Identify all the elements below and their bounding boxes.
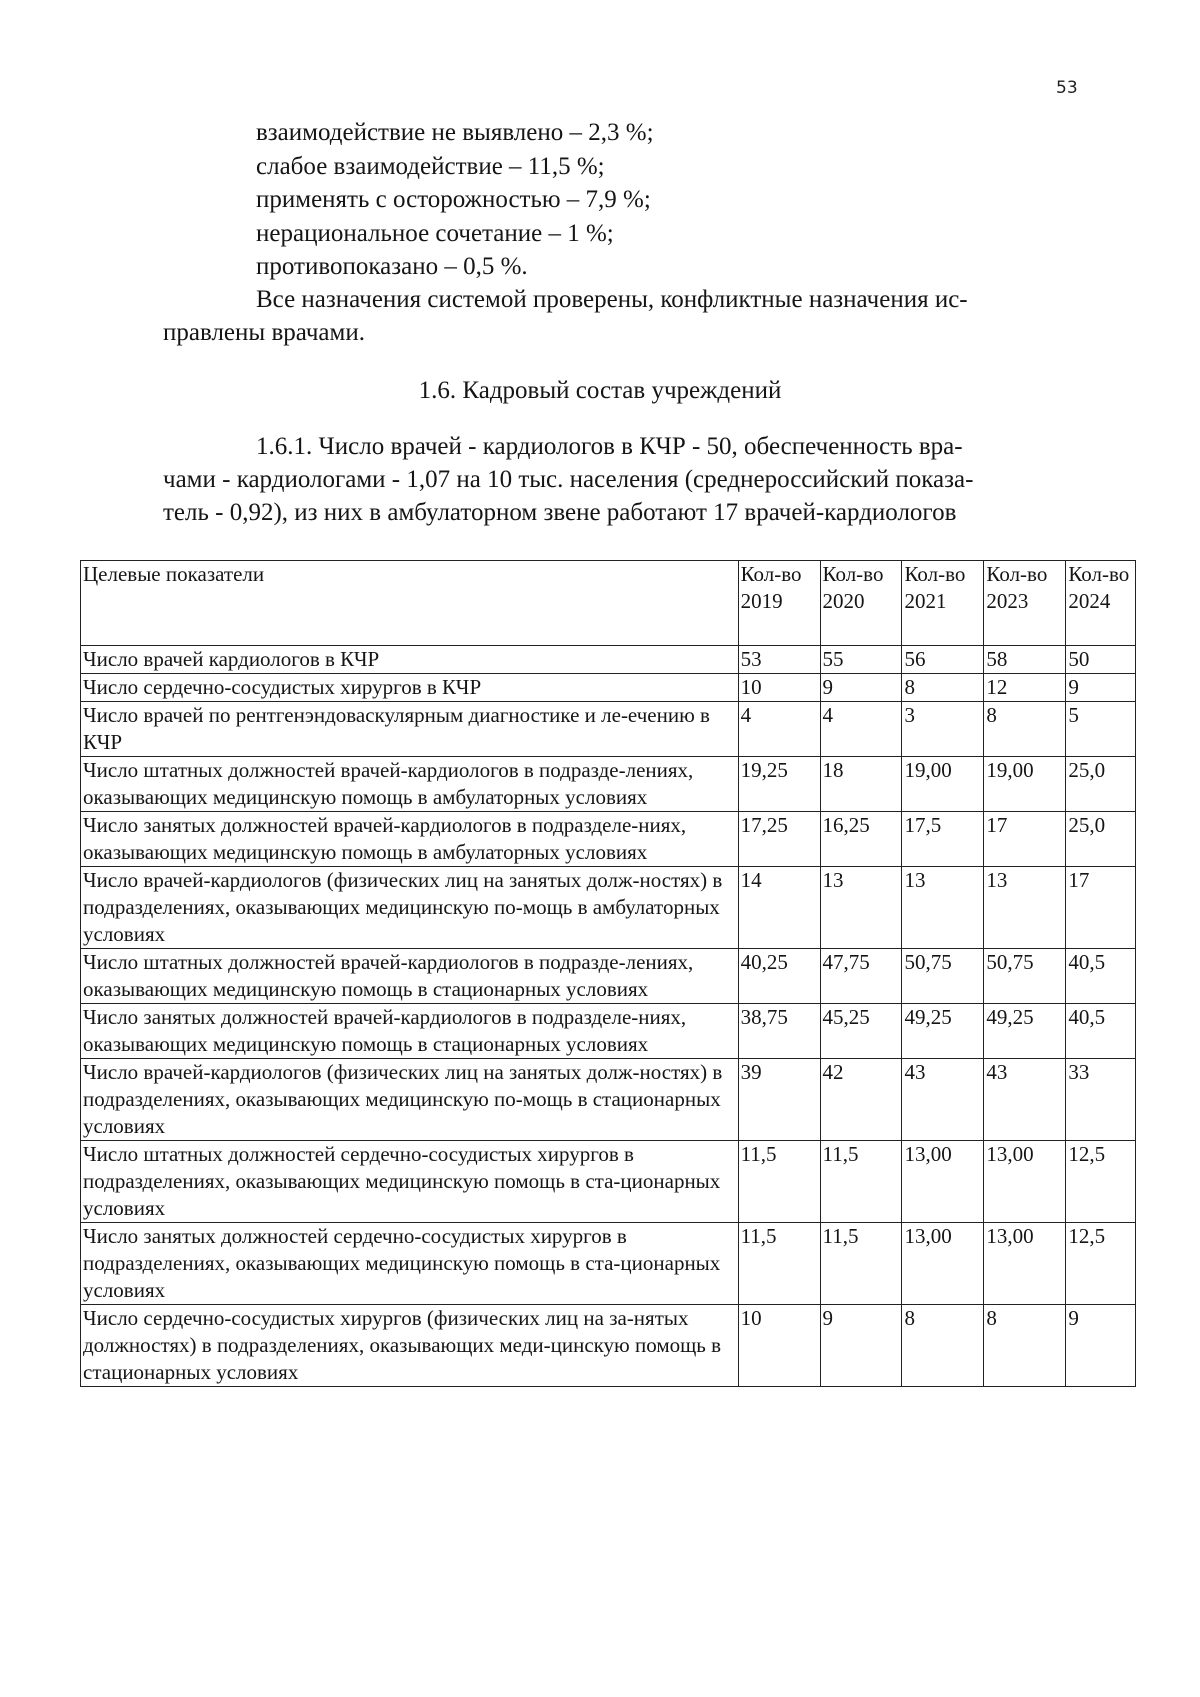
table-row <box>81 812 1136 867</box>
indicator-cell: Число штатных должностей сердечно-сосудистых хирургов в подразделениях, оказывающих медицинскую помощь в ста-ционарных условиях <box>81 1141 739 1223</box>
indicator-cell: Число врачей по рентгенэндоваскулярным диагностике и ле-ечению в КЧР <box>81 702 739 757</box>
paragraph-line: 1.6.1. Число врачей - кардиологов в КЧР - 50, обеспеченность вра- <box>256 433 963 460</box>
table-row <box>81 867 1136 949</box>
staff-paragraph <box>163 430 1083 529</box>
value-2020-cell: 16,25 <box>820 812 902 867</box>
value-2019-cell: 4 <box>738 702 820 757</box>
table-row <box>81 757 1136 812</box>
header-2023: Кол-во 2023 <box>984 561 1066 646</box>
value-2020-cell: 42 <box>820 1059 902 1141</box>
value-2023-cell: 17 <box>984 812 1066 867</box>
value-2020-cell: 18 <box>820 757 902 812</box>
value-2023-cell: 12 <box>984 674 1066 702</box>
list-item: взаимодействие не выявлено – 2,3 %; <box>256 119 654 146</box>
value-2024-cell: 25,0 <box>1066 812 1136 867</box>
value-2020-cell: 4 <box>820 702 902 757</box>
list-item: применять с осторожностью – 7,9 %; <box>256 186 651 213</box>
list-item: слабое взаимодействие – 11,5 %; <box>256 152 605 180</box>
indicator-cell: Число занятых должностей врачей-кардиологов в подразделе-ниях, оказывающих медицинскую помощь в амбулаторных условиях <box>81 812 739 867</box>
value-2019-cell: 10 <box>738 674 820 702</box>
value-2023-cell: 8 <box>984 1305 1066 1387</box>
value-2020-cell: 9 <box>820 1305 902 1387</box>
value-2024-cell: 9 <box>1066 674 1136 702</box>
table-body <box>81 646 1136 1387</box>
value-2020-cell: 13 <box>820 867 902 949</box>
indicator-cell: Число врачей-кардиологов (физических лиц на занятых долж-ностях) в подразделениях, оказывающих медицинскую по-мощь в амбулаторных условиях <box>81 867 739 949</box>
indicator-cell: Число сердечно-сосудистых хирургов (физических лиц на за-нятых должностях) в подразделениях, оказывающих меди-цинскую помощь в стационарных условиях <box>81 1305 739 1387</box>
value-2019-cell: 17,25 <box>738 812 820 867</box>
check-paragraph <box>163 283 1083 349</box>
value-2024-cell: 50 <box>1066 646 1136 674</box>
value-2019-cell: 11,5 <box>738 1141 820 1223</box>
interaction-stats-list <box>256 116 654 284</box>
indicator-cell: Число штатных должностей врачей-кардиологов в подразде-лениях, оказывающих медицинскую помощь в амбулаторных условиях <box>81 757 739 812</box>
value-2019-cell: 38,75 <box>738 1004 820 1059</box>
value-2024-cell: 5 <box>1066 702 1136 757</box>
value-2021-cell: 3 <box>902 702 984 757</box>
value-2024-cell: 25,0 <box>1066 757 1136 812</box>
value-2023-cell: 19,00 <box>984 757 1066 812</box>
value-2021-cell: 13 <box>902 867 984 949</box>
indicator-cell: Число сердечно-сосудистых хирургов в КЧР <box>81 674 739 702</box>
value-2019-cell: 10 <box>738 1305 820 1387</box>
value-2023-cell: 43 <box>984 1059 1066 1141</box>
value-2024-cell: 40,5 <box>1066 949 1136 1004</box>
value-2024-cell: 17 <box>1066 867 1136 949</box>
value-2023-cell: 49,25 <box>984 1004 1066 1059</box>
value-2019-cell: 14 <box>738 867 820 949</box>
indicator-cell: Число врачей-кардиологов (физических лиц на занятых долж-ностях) в подразделениях, оказывающих медицинскую по-мощь в стационарных условиях <box>81 1059 739 1141</box>
indicator-cell: Число штатных должностей врачей-кардиологов в подразде-лениях, оказывающих медицинскую помощь в стационарных условиях <box>81 949 739 1004</box>
value-2024-cell: 40,5 <box>1066 1004 1136 1059</box>
value-2021-cell: 13,00 <box>902 1223 984 1305</box>
table-row <box>81 1141 1136 1223</box>
value-2023-cell: 8 <box>984 702 1066 757</box>
table-row <box>81 646 1136 674</box>
page-number: 53 <box>1056 78 1078 98</box>
paragraph-line: правлены врачами. <box>163 319 365 346</box>
header-indicator: Целевые показатели <box>81 561 739 646</box>
header-2019: Кол-во 2019 <box>738 561 820 646</box>
value-2020-cell: 11,5 <box>820 1141 902 1223</box>
value-2023-cell: 13,00 <box>984 1141 1066 1223</box>
value-2020-cell: 55 <box>820 646 902 674</box>
header-2024: Кол-во 2024 <box>1066 561 1136 646</box>
table-row <box>81 1059 1136 1141</box>
value-2020-cell: 11,5 <box>820 1223 902 1305</box>
value-2019-cell: 19,25 <box>738 757 820 812</box>
table-row <box>81 1223 1136 1305</box>
value-2021-cell: 13,00 <box>902 1141 984 1223</box>
table-row <box>81 674 1136 702</box>
value-2020-cell: 45,25 <box>820 1004 902 1059</box>
staffing-table <box>80 560 1136 1387</box>
value-2021-cell: 43 <box>902 1059 984 1141</box>
value-2023-cell: 13 <box>984 867 1066 949</box>
indicator-cell: Число занятых должностей врачей-кардиологов в подразделе-ниях, оказывающих медицинскую помощь в стационарных условиях <box>81 1004 739 1059</box>
value-2021-cell: 8 <box>902 1305 984 1387</box>
value-2021-cell: 8 <box>902 674 984 702</box>
list-item: противопоказано – 0,5 %. <box>256 253 528 280</box>
table-row <box>81 949 1136 1004</box>
list-item: нерациональное сочетание – 1 %; <box>256 219 614 247</box>
table-row <box>81 1305 1136 1387</box>
value-2019-cell: 11,5 <box>738 1223 820 1305</box>
value-2023-cell: 58 <box>984 646 1066 674</box>
value-2023-cell: 50,75 <box>984 949 1066 1004</box>
header-2020: Кол-во 2020 <box>820 561 902 646</box>
paragraph-line: Все назначения системой проверены, конфликтные назначения ис- <box>256 286 968 313</box>
table-header-row <box>81 561 1136 646</box>
paragraph-line: тель - 0,92), из них в амбулаторном звене работают 17 врачей-кардиологов <box>163 499 957 526</box>
value-2019-cell: 40,25 <box>738 949 820 1004</box>
table-row <box>81 1004 1136 1059</box>
value-2020-cell: 9 <box>820 674 902 702</box>
value-2021-cell: 56 <box>902 646 984 674</box>
value-2021-cell: 50,75 <box>902 949 984 1004</box>
section-title: 1.6. Кадровый состав учреждений <box>418 377 782 404</box>
paragraph-line: чами - кардиологами - 1,07 на 10 тыс. населения (среднероссийский показа- <box>163 466 974 493</box>
header-2021: Кол-во 2021 <box>902 561 984 646</box>
value-2019-cell: 39 <box>738 1059 820 1141</box>
value-2021-cell: 19,00 <box>902 757 984 812</box>
value-2021-cell: 49,25 <box>902 1004 984 1059</box>
value-2024-cell: 9 <box>1066 1305 1136 1387</box>
value-2023-cell: 13,00 <box>984 1223 1066 1305</box>
value-2024-cell: 12,5 <box>1066 1141 1136 1223</box>
value-2024-cell: 33 <box>1066 1059 1136 1141</box>
value-2019-cell: 53 <box>738 646 820 674</box>
value-2020-cell: 47,75 <box>820 949 902 1004</box>
indicator-cell: Число врачей кардиологов в КЧР <box>81 646 739 674</box>
value-2021-cell: 17,5 <box>902 812 984 867</box>
value-2024-cell: 12,5 <box>1066 1223 1136 1305</box>
indicator-cell: Число занятых должностей сердечно-сосудистых хирургов в подразделениях, оказывающих медицинскую помощь в ста-ционарных условиях <box>81 1223 739 1305</box>
table-row <box>81 702 1136 757</box>
